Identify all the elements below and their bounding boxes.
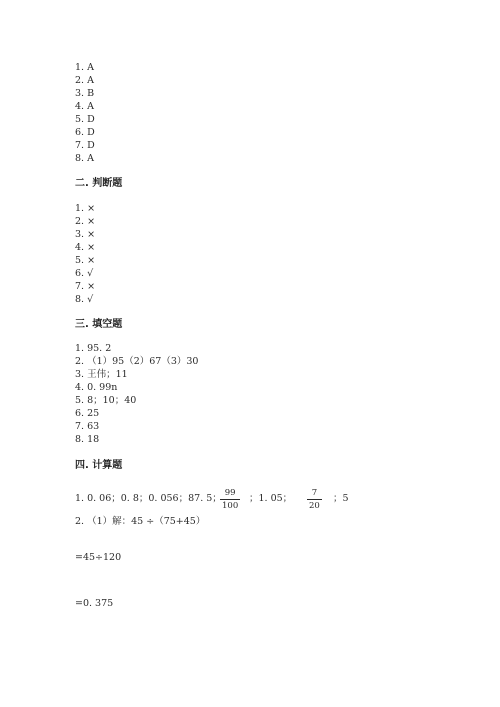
answer-1-6: 6. D [75, 127, 95, 138]
fraction-bar [307, 499, 322, 500]
answer-3-3: 3. 王伟；11 [75, 369, 128, 380]
answer-2-2: 2. × [75, 216, 96, 227]
answer-2-6: 6. √ [75, 268, 94, 279]
answer-1-4: 4. A [75, 101, 94, 112]
answer-2-7: 7. × [75, 281, 96, 292]
answer-2-1: 1. × [75, 203, 96, 214]
answer-1-7: 7. D [75, 140, 95, 151]
fraction-numerator: 99 [224, 488, 236, 498]
answer-1-1: 1. A [75, 62, 94, 73]
answer-1-8: 8. A [75, 153, 94, 164]
fraction-99-100 [220, 488, 240, 511]
answer-3-6: 6. 25 [75, 408, 100, 419]
answer-3-2: 2. （1）95（2）67（3）30 [75, 356, 199, 367]
calc-q1-prefix: 1. 0. 06；0. 8；0. 056；87. 5； [75, 493, 222, 504]
answer-1-3: 3. B [75, 88, 95, 99]
fraction-7-20 [307, 488, 322, 511]
answer-3-4: 4. 0. 99n [75, 382, 118, 393]
calc-q2-line2: =45÷120 [75, 552, 122, 563]
section-heading-judgement: 二. 判断题 [75, 178, 123, 189]
answer-3-7: 7. 63 [75, 421, 100, 432]
answer-2-3: 3. × [75, 229, 96, 240]
answer-3-5: 5. 8；10；40 [75, 395, 137, 406]
fraction-numerator: 7 [311, 488, 318, 498]
answer-1-5: 5. D [75, 114, 95, 125]
fraction-denominator: 100 [222, 501, 239, 511]
section-heading-fill-blank: 三. 填空题 [75, 319, 123, 330]
calc-q2-line1: 2. （1）解：45 ÷（75+45） [75, 516, 206, 527]
answer-3-8: 8. 18 [75, 434, 100, 445]
section-heading-calculation: 四. 计算题 [75, 460, 123, 471]
answer-2-4: 4. × [75, 242, 96, 253]
fraction-denominator: 20 [309, 501, 320, 511]
answer-2-8: 8. √ [75, 294, 94, 305]
answer-2-5: 5. × [75, 255, 96, 266]
fraction-bar [220, 499, 240, 500]
calc-q1-suffix: ；5 [333, 493, 349, 504]
answer-3-1: 1. 95. 2 [75, 343, 112, 354]
calc-q1-mid: ；1. 05； [249, 493, 293, 504]
calc-q2-line3: =0. 375 [75, 598, 114, 609]
answer-1-2: 2. A [75, 75, 94, 86]
